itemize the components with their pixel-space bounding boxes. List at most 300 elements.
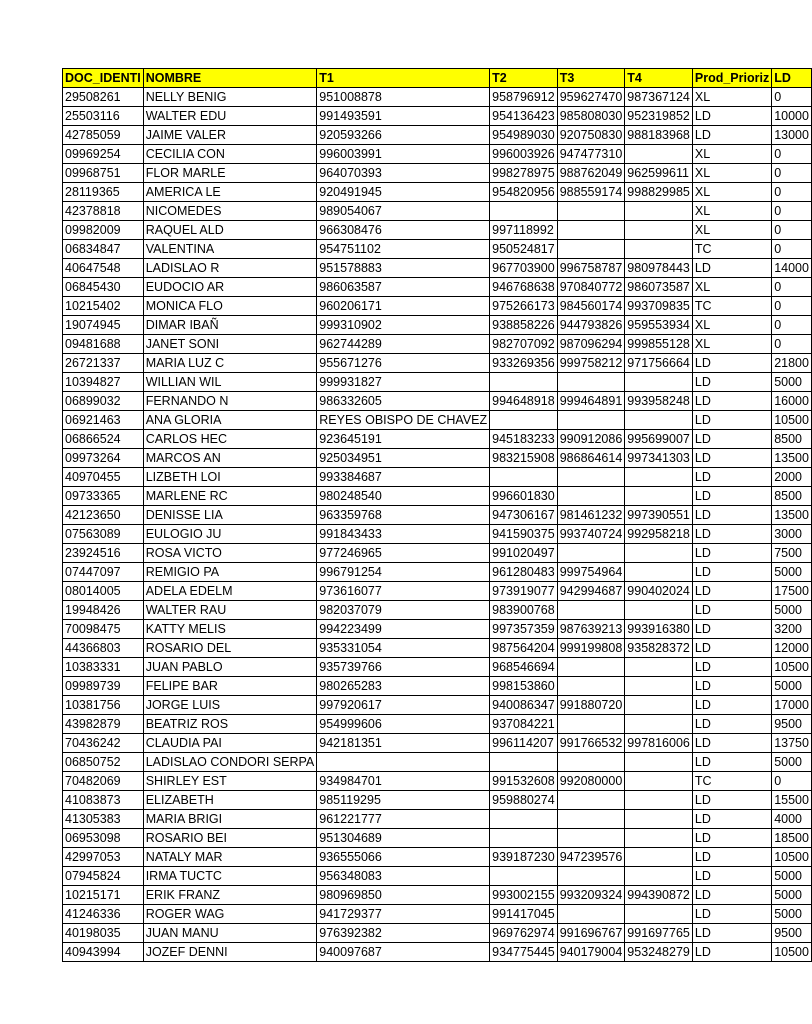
cell-ld[interactable]: 0 <box>772 278 812 297</box>
cell-nombre[interactable]: MARIA LUZ C <box>143 354 317 373</box>
cell-t1[interactable]: 962744289 <box>317 335 490 354</box>
cell-prod-prioriz[interactable]: LD <box>692 411 771 430</box>
cell-nombre[interactable]: ADELA EDELM <box>143 582 317 601</box>
cell-nombre[interactable]: JANET SONI <box>143 335 317 354</box>
cell-nombre[interactable]: FERNANDO N <box>143 392 317 411</box>
cell-doc-identi[interactable]: 23924516 <box>63 544 144 563</box>
cell-ld[interactable]: 5000 <box>772 905 812 924</box>
cell-t3[interactable] <box>557 905 625 924</box>
cell-nombre[interactable]: RAQUEL ALD <box>143 221 317 240</box>
cell-ld[interactable]: 0 <box>772 772 812 791</box>
cell-t4[interactable] <box>625 544 693 563</box>
cell-t3[interactable]: 970840772 <box>557 278 625 297</box>
cell-t1[interactable]: 973616077 <box>317 582 490 601</box>
cell-prod-prioriz[interactable]: TC <box>692 772 771 791</box>
cell-doc-identi[interactable]: 70482069 <box>63 772 144 791</box>
cell-t3[interactable] <box>557 601 625 620</box>
cell-doc-identi[interactable]: 10215402 <box>63 297 144 316</box>
cell-t1[interactable]: 989054067 <box>317 202 490 221</box>
cell-t4[interactable] <box>625 696 693 715</box>
cell-prod-prioriz[interactable]: LD <box>692 506 771 525</box>
cell-nombre[interactable]: CARLOS HEC <box>143 430 317 449</box>
cell-ld[interactable]: 0 <box>772 164 812 183</box>
cell-prod-prioriz[interactable]: LD <box>692 810 771 829</box>
cell-t1[interactable]: 980969850 <box>317 886 490 905</box>
cell-t3[interactable] <box>557 791 625 810</box>
cell-nombre[interactable]: CLAUDIA PAI <box>143 734 317 753</box>
cell-t3[interactable] <box>557 658 625 677</box>
cell-t2[interactable]: 987564204 <box>490 639 558 658</box>
cell-prod-prioriz[interactable]: TC <box>692 297 771 316</box>
cell-nombre[interactable]: ANA GLORIA <box>143 411 317 430</box>
cell-t1[interactable]: 956348083 <box>317 867 490 886</box>
cell-ld[interactable]: 10500 <box>772 411 812 430</box>
cell-t1[interactable]: 964070393 <box>317 164 490 183</box>
cell-doc-identi[interactable]: 06866524 <box>63 430 144 449</box>
cell-t1[interactable]: 994223499 <box>317 620 490 639</box>
cell-t3[interactable] <box>557 715 625 734</box>
cell-t4[interactable]: 997341303 <box>625 449 693 468</box>
cell-prod-prioriz[interactable]: LD <box>692 734 771 753</box>
cell-t2[interactable]: 968546694 <box>490 658 558 677</box>
cell-ld[interactable]: 4000 <box>772 810 812 829</box>
cell-nombre[interactable]: EUDOCIO AR <box>143 278 317 297</box>
cell-ld[interactable]: 18500 <box>772 829 812 848</box>
cell-t2[interactable]: 958796912 <box>490 88 558 107</box>
cell-prod-prioriz[interactable]: XL <box>692 221 771 240</box>
cell-t4[interactable]: 988183968 <box>625 126 693 145</box>
cell-nombre[interactable]: AMERICA LE <box>143 183 317 202</box>
cell-nombre[interactable]: LIZBETH LOI <box>143 468 317 487</box>
cell-prod-prioriz[interactable]: LD <box>692 658 771 677</box>
cell-prod-prioriz[interactable]: LD <box>692 791 771 810</box>
cell-t3[interactable] <box>557 867 625 886</box>
cell-t4[interactable]: 991697765 <box>625 924 693 943</box>
cell-ld[interactable]: 0 <box>772 335 812 354</box>
cell-prod-prioriz[interactable]: LD <box>692 582 771 601</box>
cell-t4[interactable]: 962599611 <box>625 164 693 183</box>
cell-ld[interactable]: 13500 <box>772 506 812 525</box>
cell-prod-prioriz[interactable]: LD <box>692 639 771 658</box>
cell-doc-identi[interactable]: 06845430 <box>63 278 144 297</box>
cell-t1[interactable]: 951008878 <box>317 88 490 107</box>
cell-nombre[interactable]: NELLY BENIG <box>143 88 317 107</box>
cell-t2[interactable]: 939187230 <box>490 848 558 867</box>
cell-t2[interactable]: 991020497 <box>490 544 558 563</box>
cell-doc-identi[interactable]: 40943994 <box>63 943 144 962</box>
cell-doc-identi[interactable]: 42997053 <box>63 848 144 867</box>
cell-prod-prioriz[interactable]: LD <box>692 753 771 772</box>
cell-t2[interactable]: 969762974 <box>490 924 558 943</box>
cell-nombre[interactable]: DIMAR IBAÑ <box>143 316 317 335</box>
cell-t2[interactable]: 933269356 <box>490 354 558 373</box>
cell-doc-identi[interactable]: 06834847 <box>63 240 144 259</box>
cell-t3[interactable]: 993740724 <box>557 525 625 544</box>
cell-t3[interactable]: 987096294 <box>557 335 625 354</box>
cell-t1[interactable]: 976392382 <box>317 924 490 943</box>
cell-t3[interactable]: 985808030 <box>557 107 625 126</box>
cell-nombre[interactable]: ELIZABETH <box>143 791 317 810</box>
cell-ld[interactable]: 3200 <box>772 620 812 639</box>
header-cell-ld[interactable]: LD <box>772 69 812 88</box>
cell-t3[interactable]: 987639213 <box>557 620 625 639</box>
header-cell-t1[interactable]: T1 <box>317 69 490 88</box>
cell-nombre[interactable]: DENISSE LIA <box>143 506 317 525</box>
cell-t2[interactable]: 998153860 <box>490 677 558 696</box>
cell-t1[interactable]: 951578883 <box>317 259 490 278</box>
cell-nombre[interactable]: MARCOS AN <box>143 449 317 468</box>
cell-ld[interactable]: 3000 <box>772 525 812 544</box>
cell-nombre[interactable]: ROSA VICTO <box>143 544 317 563</box>
cell-doc-identi[interactable]: 28119365 <box>63 183 144 202</box>
cell-t4[interactable] <box>625 810 693 829</box>
cell-nombre[interactable]: ROGER WAG <box>143 905 317 924</box>
cell-t4[interactable]: 990402024 <box>625 582 693 601</box>
cell-t4[interactable] <box>625 202 693 221</box>
cell-t1[interactable]: 935739766 <box>317 658 490 677</box>
cell-ld[interactable]: 0 <box>772 240 812 259</box>
cell-t2[interactable]: 998278975 <box>490 164 558 183</box>
cell-nombre[interactable]: REMIGIO PA <box>143 563 317 582</box>
cell-t2[interactable]: 975266173 <box>490 297 558 316</box>
cell-doc-identi[interactable]: 41246336 <box>63 905 144 924</box>
cell-prod-prioriz[interactable]: LD <box>692 620 771 639</box>
cell-ld[interactable]: 12000 <box>772 639 812 658</box>
cell-t1[interactable]: 934984701 <box>317 772 490 791</box>
cell-nombre[interactable]: ROSARIO BEI <box>143 829 317 848</box>
cell-t1[interactable]: 993384687 <box>317 468 490 487</box>
cell-t2[interactable]: 954136423 <box>490 107 558 126</box>
cell-t3[interactable]: 991766532 <box>557 734 625 753</box>
cell-prod-prioriz[interactable]: XL <box>692 202 771 221</box>
cell-t4[interactable] <box>625 867 693 886</box>
cell-t1[interactable]: 960206171 <box>317 297 490 316</box>
cell-prod-prioriz[interactable]: XL <box>692 316 771 335</box>
cell-ld[interactable]: 14000 <box>772 259 812 278</box>
cell-t2[interactable]: 946768638 <box>490 278 558 297</box>
cell-t3[interactable] <box>557 487 625 506</box>
cell-t1[interactable]: 923645191 <box>317 430 490 449</box>
cell-t2[interactable] <box>490 202 558 221</box>
cell-nombre[interactable]: JUAN PABLO <box>143 658 317 677</box>
cell-doc-identi[interactable]: 09481688 <box>63 335 144 354</box>
cell-doc-identi[interactable]: 08014005 <box>63 582 144 601</box>
cell-prod-prioriz[interactable]: LD <box>692 354 771 373</box>
cell-doc-identi[interactable]: 09982009 <box>63 221 144 240</box>
cell-prod-prioriz[interactable]: LD <box>692 601 771 620</box>
cell-t3[interactable] <box>557 221 625 240</box>
cell-ld[interactable]: 5000 <box>772 677 812 696</box>
cell-ld[interactable]: 10500 <box>772 943 812 962</box>
cell-ld[interactable]: 17500 <box>772 582 812 601</box>
cell-ld[interactable]: 13500 <box>772 449 812 468</box>
cell-t1[interactable]: 941729377 <box>317 905 490 924</box>
cell-t4[interactable] <box>625 145 693 164</box>
cell-t1[interactable]: 942181351 <box>317 734 490 753</box>
cell-prod-prioriz[interactable]: XL <box>692 183 771 202</box>
cell-t3[interactable]: 999199808 <box>557 639 625 658</box>
cell-nombre[interactable]: CECILIA CON <box>143 145 317 164</box>
cell-t3[interactable] <box>557 544 625 563</box>
cell-doc-identi[interactable]: 07563089 <box>63 525 144 544</box>
cell-ld[interactable]: 0 <box>772 202 812 221</box>
cell-t1[interactable]: 920593266 <box>317 126 490 145</box>
cell-t2[interactable]: 991532608 <box>490 772 558 791</box>
cell-t3[interactable]: 959627470 <box>557 88 625 107</box>
cell-t1[interactable]: 999931827 <box>317 373 490 392</box>
cell-ld[interactable]: 9500 <box>772 715 812 734</box>
cell-t4[interactable] <box>625 221 693 240</box>
cell-t3[interactable]: 988762049 <box>557 164 625 183</box>
cell-t4[interactable]: 998829985 <box>625 183 693 202</box>
cell-t2[interactable]: 973919077 <box>490 582 558 601</box>
cell-t3[interactable]: 947239576 <box>557 848 625 867</box>
cell-t4[interactable] <box>625 677 693 696</box>
cell-t2[interactable]: 994648918 <box>490 392 558 411</box>
cell-t4[interactable] <box>625 487 693 506</box>
cell-nombre[interactable]: BEATRIZ ROS <box>143 715 317 734</box>
cell-t3[interactable]: 999754964 <box>557 563 625 582</box>
cell-doc-identi[interactable]: 09968751 <box>63 164 144 183</box>
cell-ld[interactable]: 16000 <box>772 392 812 411</box>
cell-t3[interactable]: 986864614 <box>557 449 625 468</box>
cell-t3[interactable]: 991880720 <box>557 696 625 715</box>
cell-prod-prioriz[interactable]: LD <box>692 696 771 715</box>
cell-t1[interactable]: 963359768 <box>317 506 490 525</box>
header-cell-doc-identi[interactable]: DOC_IDENTI <box>63 69 144 88</box>
cell-t2[interactable]: 967703900 <box>490 259 558 278</box>
cell-t4[interactable] <box>625 848 693 867</box>
cell-t1[interactable]: 936555066 <box>317 848 490 867</box>
cell-t4[interactable] <box>625 829 693 848</box>
cell-t2[interactable]: 996003926 <box>490 145 558 164</box>
cell-t1[interactable]: 986063587 <box>317 278 490 297</box>
header-cell-t3[interactable]: T3 <box>557 69 625 88</box>
cell-t3[interactable] <box>557 202 625 221</box>
cell-t1[interactable]: 954751102 <box>317 240 490 259</box>
cell-t1[interactable]: 986332605 <box>317 392 490 411</box>
cell-ld[interactable]: 5000 <box>772 601 812 620</box>
cell-t3[interactable] <box>557 753 625 772</box>
cell-prod-prioriz[interactable]: LD <box>692 107 771 126</box>
cell-t4[interactable]: 987367124 <box>625 88 693 107</box>
cell-ld[interactable]: 2000 <box>772 468 812 487</box>
cell-nombre[interactable]: JORGE LUIS <box>143 696 317 715</box>
cell-prod-prioriz[interactable]: LD <box>692 392 771 411</box>
cell-nombre[interactable]: JOZEF DENNI <box>143 943 317 962</box>
cell-nombre[interactable]: LADISLAO CONDORI SERPA <box>143 753 317 772</box>
cell-t2[interactable]: 945183233 <box>490 430 558 449</box>
cell-t2[interactable]: 983900768 <box>490 601 558 620</box>
cell-t2[interactable] <box>490 810 558 829</box>
cell-doc-identi[interactable]: 41083873 <box>63 791 144 810</box>
cell-t1[interactable] <box>317 753 490 772</box>
cell-t2[interactable]: 934775445 <box>490 943 558 962</box>
cell-t3[interactable]: 947477310 <box>557 145 625 164</box>
cell-t2[interactable]: 997118992 <box>490 221 558 240</box>
cell-prod-prioriz[interactable]: XL <box>692 278 771 297</box>
cell-t4[interactable]: 993916380 <box>625 620 693 639</box>
cell-ld[interactable]: 13000 <box>772 126 812 145</box>
cell-t2[interactable]: 982707092 <box>490 335 558 354</box>
cell-t4[interactable]: 953248279 <box>625 943 693 962</box>
cell-doc-identi[interactable]: 29508261 <box>63 88 144 107</box>
cell-t4[interactable] <box>625 753 693 772</box>
cell-prod-prioriz[interactable]: LD <box>692 563 771 582</box>
cell-nombre[interactable]: JUAN MANU <box>143 924 317 943</box>
cell-t4[interactable] <box>625 468 693 487</box>
cell-prod-prioriz[interactable]: LD <box>692 468 771 487</box>
cell-nombre[interactable]: VALENTINA <box>143 240 317 259</box>
cell-doc-identi[interactable]: 10394827 <box>63 373 144 392</box>
cell-t4[interactable] <box>625 905 693 924</box>
cell-t4[interactable]: 959553934 <box>625 316 693 335</box>
cell-t4[interactable] <box>625 601 693 620</box>
cell-prod-prioriz[interactable]: LD <box>692 544 771 563</box>
cell-ld[interactable]: 13750 <box>772 734 812 753</box>
cell-t4[interactable]: 992958218 <box>625 525 693 544</box>
cell-t3[interactable]: 990912086 <box>557 430 625 449</box>
cell-prod-prioriz[interactable]: LD <box>692 886 771 905</box>
cell-t2[interactable] <box>490 468 558 487</box>
cell-t4[interactable] <box>625 240 693 259</box>
cell-doc-identi[interactable]: 26721337 <box>63 354 144 373</box>
cell-t3[interactable]: 999464891 <box>557 392 625 411</box>
cell-t2[interactable] <box>490 373 558 392</box>
cell-prod-prioriz[interactable]: LD <box>692 924 771 943</box>
cell-t1[interactable]: 977246965 <box>317 544 490 563</box>
cell-ld[interactable]: 0 <box>772 145 812 164</box>
cell-prod-prioriz[interactable]: XL <box>692 335 771 354</box>
cell-nombre[interactable]: MONICA FLO <box>143 297 317 316</box>
cell-t1[interactable]: 951304689 <box>317 829 490 848</box>
cell-ld[interactable]: 0 <box>772 88 812 107</box>
cell-t1[interactable]: 991843433 <box>317 525 490 544</box>
cell-nombre[interactable]: FELIPE BAR <box>143 677 317 696</box>
cell-prod-prioriz[interactable]: LD <box>692 848 771 867</box>
cell-doc-identi[interactable]: 10215171 <box>63 886 144 905</box>
cell-t2[interactable]: 954820956 <box>490 183 558 202</box>
cell-doc-identi[interactable]: 43982879 <box>63 715 144 734</box>
cell-t3[interactable] <box>557 240 625 259</box>
cell-ld[interactable]: 5000 <box>772 753 812 772</box>
cell-doc-identi[interactable]: 06899032 <box>63 392 144 411</box>
cell-prod-prioriz[interactable]: LD <box>692 430 771 449</box>
cell-t2[interactable] <box>490 753 558 772</box>
cell-prod-prioriz[interactable]: LD <box>692 525 771 544</box>
cell-doc-identi[interactable]: 19074945 <box>63 316 144 335</box>
cell-t4[interactable] <box>625 563 693 582</box>
cell-ld[interactable]: 10500 <box>772 658 812 677</box>
cell-ld[interactable]: 8500 <box>772 430 812 449</box>
cell-t1[interactable]: 935331054 <box>317 639 490 658</box>
cell-ld[interactable]: 0 <box>772 316 812 335</box>
cell-t1[interactable]: 980265283 <box>317 677 490 696</box>
cell-prod-prioriz[interactable]: XL <box>692 164 771 183</box>
header-cell-prod-prioriz[interactable]: Prod_Prioriz <box>692 69 771 88</box>
cell-t1[interactable]: REYES OBISPO DE CHAVEZ <box>317 411 490 430</box>
cell-doc-identi[interactable]: 09989739 <box>63 677 144 696</box>
cell-t2[interactable]: 996601830 <box>490 487 558 506</box>
cell-nombre[interactable]: FLOR MARLE <box>143 164 317 183</box>
cell-ld[interactable]: 10500 <box>772 848 812 867</box>
header-cell-t4[interactable]: T4 <box>625 69 693 88</box>
cell-doc-identi[interactable]: 42785059 <box>63 126 144 145</box>
cell-doc-identi[interactable]: 25503116 <box>63 107 144 126</box>
cell-prod-prioriz[interactable]: LD <box>692 259 771 278</box>
cell-t3[interactable]: 996758787 <box>557 259 625 278</box>
cell-t4[interactable]: 993709835 <box>625 297 693 316</box>
cell-prod-prioriz[interactable]: LD <box>692 373 771 392</box>
cell-t3[interactable]: 988559174 <box>557 183 625 202</box>
cell-doc-identi[interactable]: 42378818 <box>63 202 144 221</box>
cell-t1[interactable]: 996791254 <box>317 563 490 582</box>
cell-ld[interactable]: 8500 <box>772 487 812 506</box>
cell-t1[interactable]: 996003991 <box>317 145 490 164</box>
cell-t4[interactable]: 935828372 <box>625 639 693 658</box>
cell-doc-identi[interactable]: 44366803 <box>63 639 144 658</box>
cell-nombre[interactable]: WALTER EDU <box>143 107 317 126</box>
cell-t1[interactable]: 985119295 <box>317 791 490 810</box>
cell-doc-identi[interactable]: 10383331 <box>63 658 144 677</box>
cell-t2[interactable] <box>490 829 558 848</box>
cell-prod-prioriz[interactable]: LD <box>692 829 771 848</box>
cell-prod-prioriz[interactable]: XL <box>692 88 771 107</box>
cell-doc-identi[interactable]: 70436242 <box>63 734 144 753</box>
cell-nombre[interactable]: KATTY MELIS <box>143 620 317 639</box>
cell-t2[interactable]: 983215908 <box>490 449 558 468</box>
cell-t1[interactable]: 940097687 <box>317 943 490 962</box>
cell-nombre[interactable]: MARIA BRIGI <box>143 810 317 829</box>
cell-t4[interactable] <box>625 411 693 430</box>
cell-t3[interactable] <box>557 677 625 696</box>
cell-nombre[interactable]: MARLENE RC <box>143 487 317 506</box>
cell-t4[interactable] <box>625 772 693 791</box>
cell-t2[interactable]: 993002155 <box>490 886 558 905</box>
cell-t4[interactable] <box>625 791 693 810</box>
cell-t1[interactable]: 955671276 <box>317 354 490 373</box>
cell-t2[interactable] <box>490 867 558 886</box>
cell-t4[interactable] <box>625 715 693 734</box>
cell-doc-identi[interactable]: 06850752 <box>63 753 144 772</box>
cell-prod-prioriz[interactable]: LD <box>692 943 771 962</box>
cell-nombre[interactable]: WALTER RAU <box>143 601 317 620</box>
cell-t3[interactable] <box>557 810 625 829</box>
cell-t1[interactable]: 982037079 <box>317 601 490 620</box>
cell-t4[interactable]: 997390551 <box>625 506 693 525</box>
cell-t4[interactable]: 980978443 <box>625 259 693 278</box>
cell-t1[interactable]: 961221777 <box>317 810 490 829</box>
cell-ld[interactable]: 21800 <box>772 354 812 373</box>
cell-prod-prioriz[interactable]: LD <box>692 449 771 468</box>
cell-t4[interactable]: 986073587 <box>625 278 693 297</box>
cell-ld[interactable]: 17000 <box>772 696 812 715</box>
cell-t1[interactable]: 925034951 <box>317 449 490 468</box>
cell-ld[interactable]: 5000 <box>772 886 812 905</box>
cell-t2[interactable]: 961280483 <box>490 563 558 582</box>
cell-t1[interactable]: 999310902 <box>317 316 490 335</box>
cell-ld[interactable]: 5000 <box>772 373 812 392</box>
cell-t2[interactable]: 959880274 <box>490 791 558 810</box>
cell-t3[interactable] <box>557 829 625 848</box>
cell-doc-identi[interactable]: 40198035 <box>63 924 144 943</box>
cell-t4[interactable]: 952319852 <box>625 107 693 126</box>
cell-nombre[interactable]: EULOGIO JU <box>143 525 317 544</box>
cell-nombre[interactable]: IRMA TUCTC <box>143 867 317 886</box>
cell-doc-identi[interactable]: 06953098 <box>63 829 144 848</box>
cell-t2[interactable]: 991417045 <box>490 905 558 924</box>
cell-ld[interactable]: 10000 <box>772 107 812 126</box>
